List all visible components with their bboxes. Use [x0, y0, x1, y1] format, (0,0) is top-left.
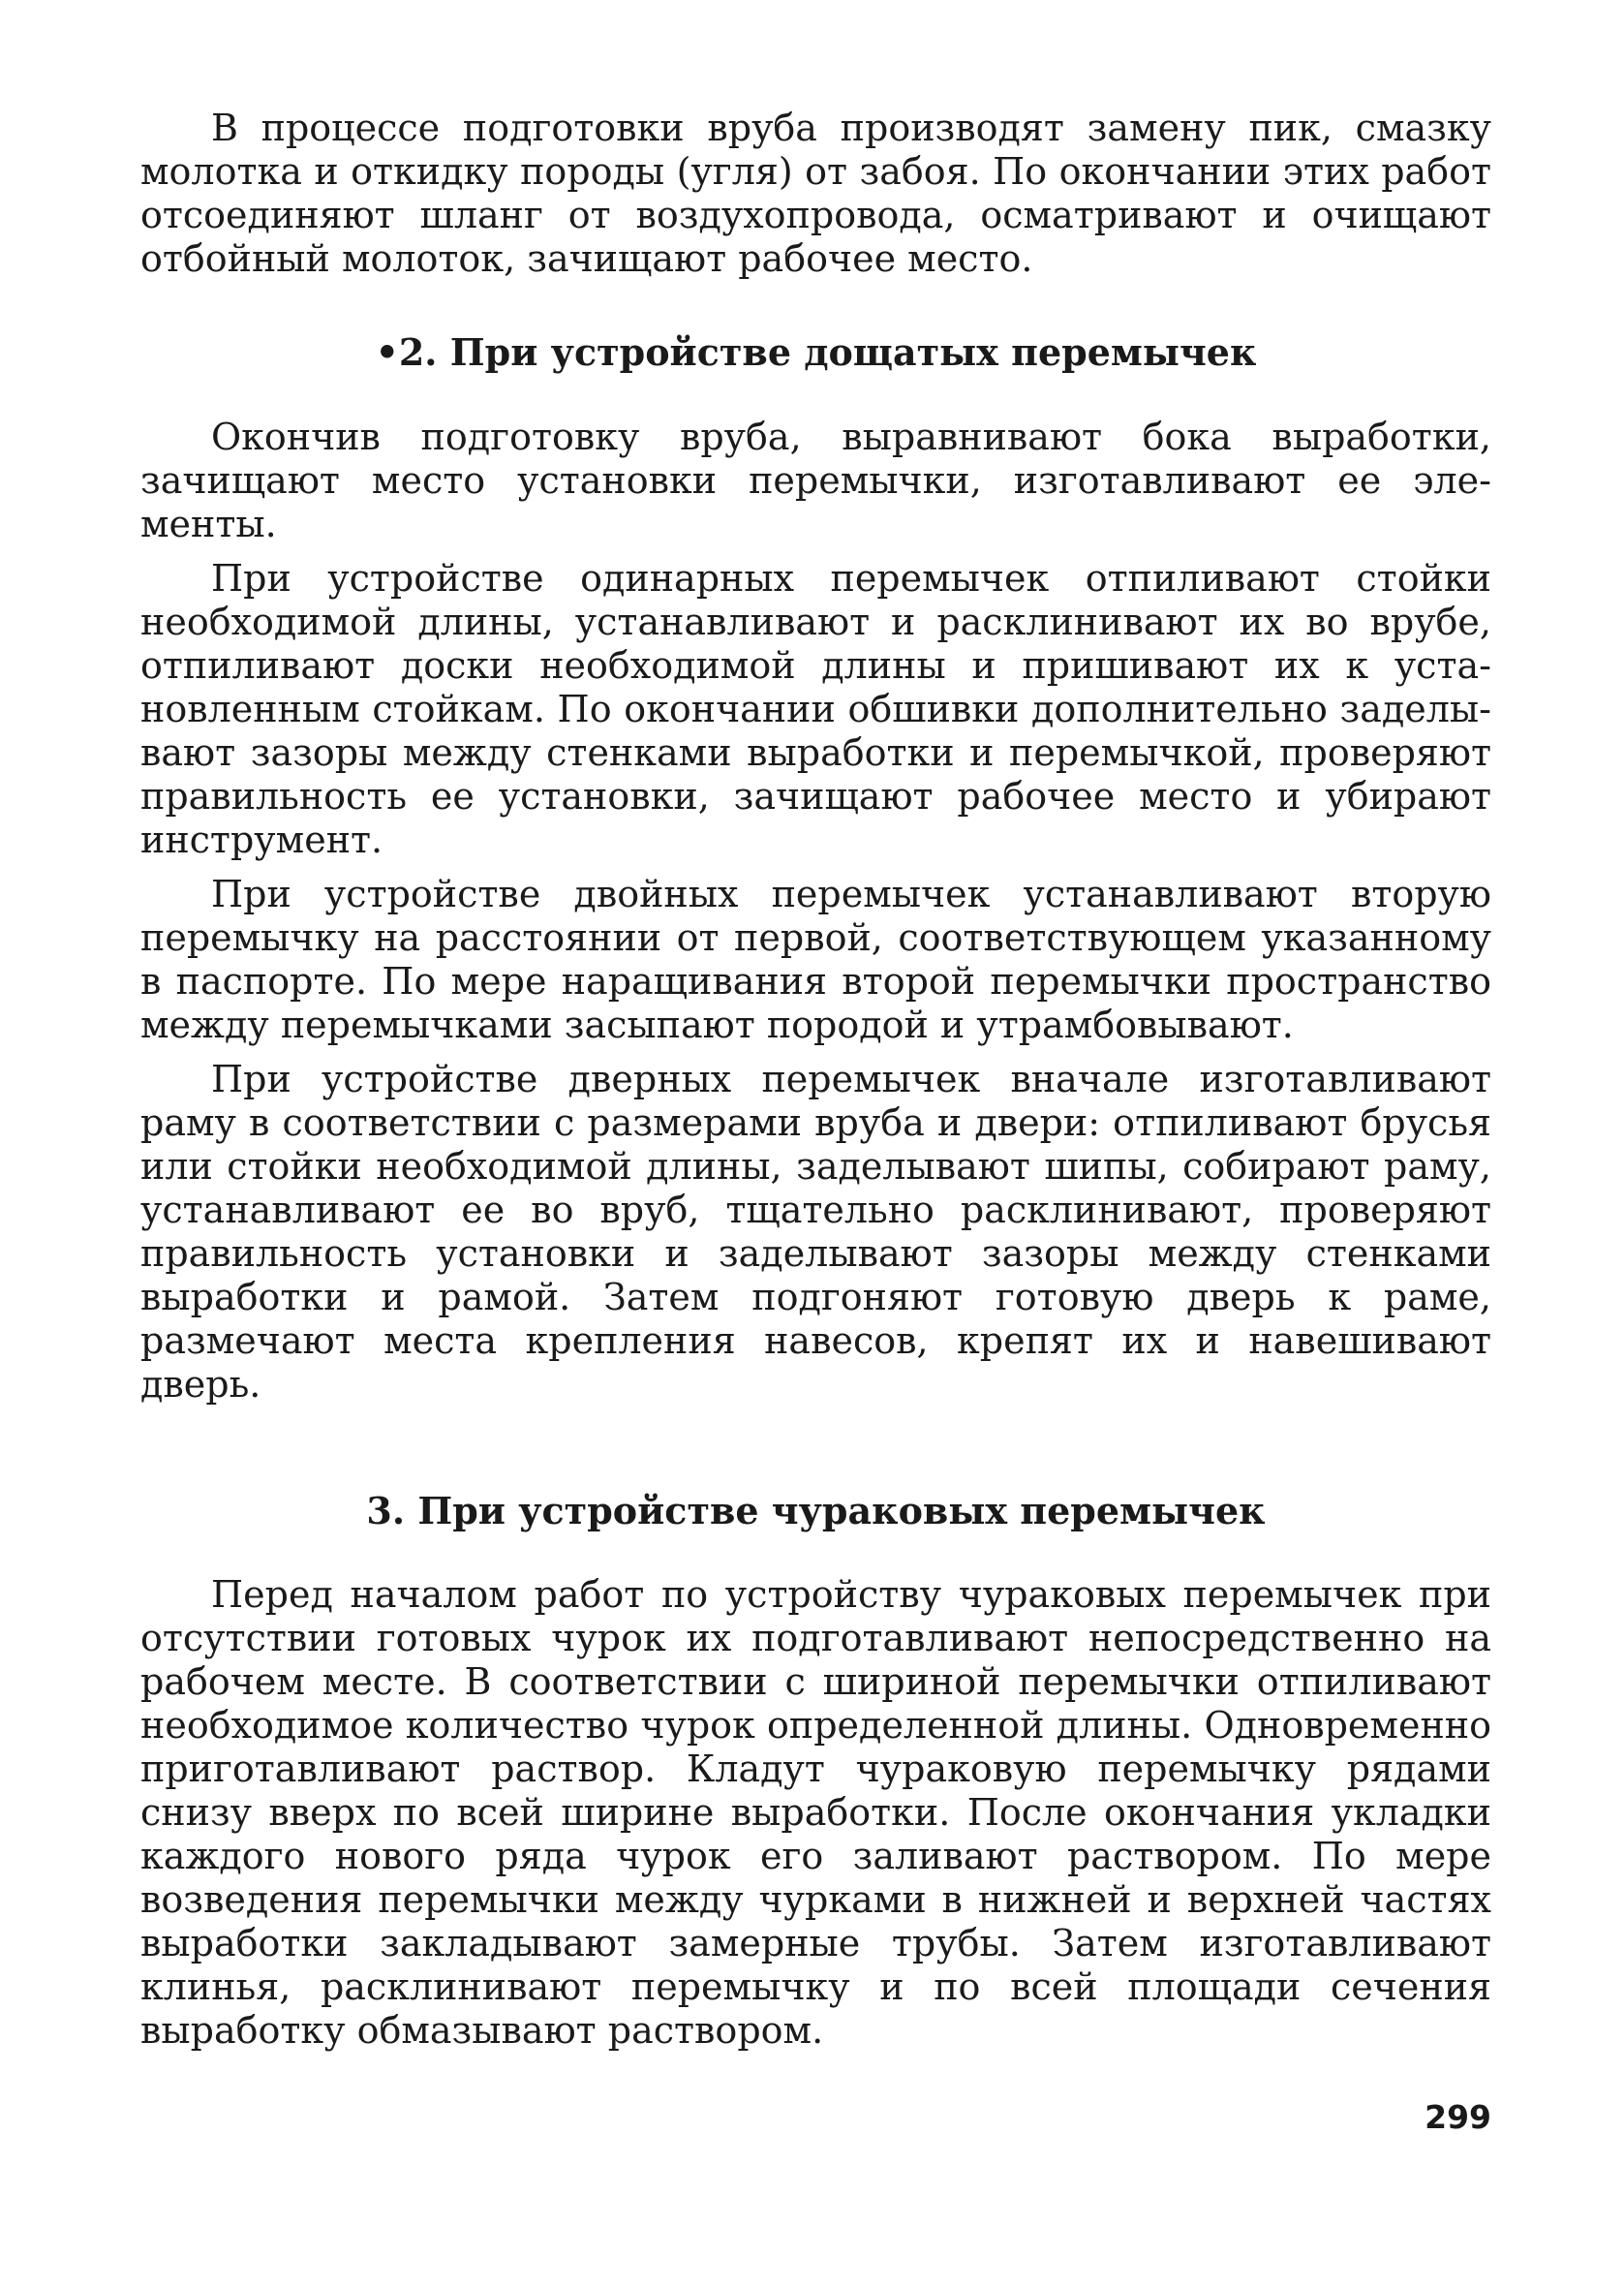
section-2-paragraph-2: При устройстве одинарных перемычек отпиливают стойки необходимой длины, устанавливают и расклинивают их во врубе, отпиливают доски необходимой длины и пришивают их к установленным стойкам. По окончании обшивки дополнительно заделывают зазоры между стенками выработки и перемычкой, проверяют правильность ее установки, зачищают рабочее место и убирают инструмент. [140, 557, 1491, 861]
section-3-paragraph-1: Перед началом работ по устройству чураковых перемычек при отсутствии готовых чурок их подготавливают непосредственно на рабочем месте. В соответствии с шириной перемычки отпиливают необходимое количество чурок определенной длины. Одновременно приготавливают раствор. Кладут чураковую перемычку рядами снизу вверх по всей ширине выработки. После окончания укладки каждого нового ряда чурок его заливают раствором. По мере возведения перемычки между чурками в нижней и верхней частях выработки закладывают замерные трубы. Затем изготавливают клинья, расклинивают перемычку и по всей площади сечения выработку обмазывают раствором. [140, 1573, 1491, 2052]
paragraph-intro: В процессе подготовки вруба производят замену пик, смазку молотка и откидку породы (угля) от забоя. По окончании этих работ отсоединяют шланг от воздухопровода, осматривают и очищают отбойный молоток, зачищают рабочее место. [140, 107, 1491, 280]
page-number: 299 [1425, 2098, 1491, 2136]
section-3-title: 3. При устройстве чураковых перемычек [366, 1489, 1266, 1532]
section-2-title: •2. При устройстве дощатых перемычек [375, 330, 1257, 374]
section-2-paragraph-3: При устройстве двойных перемычек устанавливают вторую перемычку на расстоянии от первой, соответствующем указанному в паспорте. По мере наращивания второй перемычки пространство между перемычками засыпают породой и утрамбовывают. [140, 873, 1491, 1046]
section-2-paragraph-1: Окончив подготовку вруба, выравнивают бока выработки, зачищают место установки перемычки, изготавливают ее элементы. [140, 416, 1491, 545]
section-2-paragraph-4: При устройстве дверных перемычек вначале изготавливают раму в соответствии с размерами вруба и двери: отпиливают брусья или стойки необходимой длины, заделывают шипы, собирают раму, устанавливают ее во вруб, тщательно расклинивают, проверяют правильность установки и заделывают зазоры между стенками выработки и рамой. Затем подгоняют готовую дверь к раме, размечают места крепления навесов, крепят их и навешивают дверь. [140, 1058, 1491, 1406]
page-body [140, 107, 1491, 2053]
